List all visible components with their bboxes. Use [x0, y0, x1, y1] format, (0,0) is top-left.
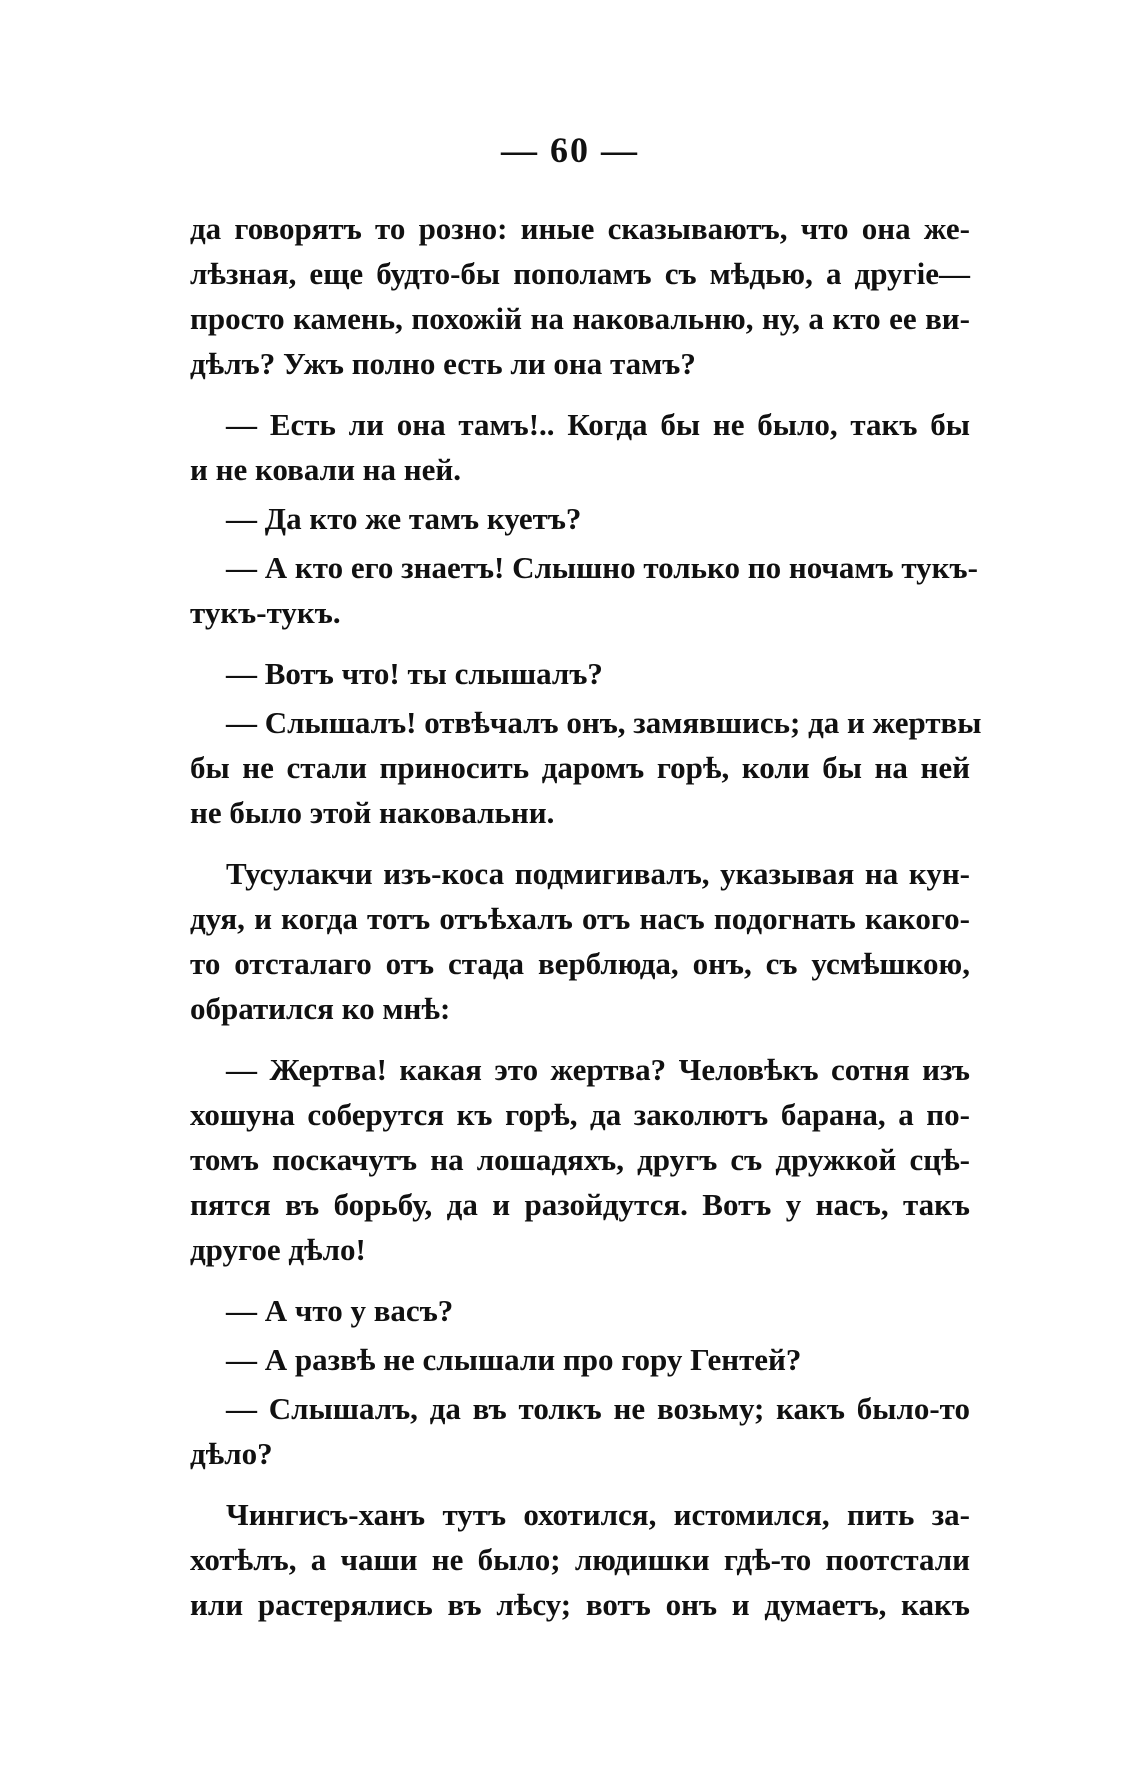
text-line: не было этой наковальни.	[190, 795, 555, 830]
page-body	[190, 206, 982, 1627]
text-line: да говорятъ то розно: иные сказываютъ, что она же-	[190, 211, 970, 246]
text-line: дѣлъ? Ужъ полно есть ли она тамъ?	[190, 346, 696, 381]
text-line: то отсталаго отъ стада верблюда, онъ, съ усмѣшкою,	[190, 946, 970, 981]
text-line: — Да кто же тамъ куетъ?	[226, 501, 582, 536]
text-line: Чингисъ-ханъ тутъ охотился, истомился, пить за-	[226, 1497, 970, 1532]
text-line: — Слышалъ! отвѣчалъ онъ, замявшись; да и жертвы	[226, 705, 982, 740]
paragraph	[190, 1492, 970, 1627]
dialogue-paragraph	[190, 1047, 970, 1272]
text-line: или растерялись въ лѣсу; вотъ онъ и думаетъ, какъ	[190, 1587, 970, 1622]
text-line: — А что у васъ?	[226, 1293, 454, 1328]
text-line: хошуна соберутся къ горѣ, да заколютъ барана, а по-	[190, 1097, 970, 1132]
dialogue-paragraph	[190, 700, 982, 835]
text-line: дѣло?	[190, 1436, 273, 1471]
dialogue-paragraph	[190, 1288, 970, 1333]
text-line: обратился ко мнѣ:	[190, 991, 451, 1026]
text-line: — Слышалъ, да въ толкъ не возьму; какъ было-то	[226, 1391, 970, 1426]
dialogue-paragraph	[190, 402, 970, 492]
page-number: — 60 —	[501, 130, 639, 170]
text-line: другое дѣло!	[190, 1232, 366, 1267]
text-line: — Вотъ что! ты слышалъ?	[226, 656, 603, 691]
text-line: дуя, и когда тотъ отъѣхалъ отъ насъ подогнать какого-	[190, 901, 970, 936]
paragraph	[190, 206, 970, 386]
text-line: — А кто его знаетъ! Слышно только по ночамъ тукъ-	[226, 550, 978, 585]
text-line: хотѣлъ, а чаши не было; людишки гдѣ-то поотстали	[190, 1542, 970, 1577]
dialogue-paragraph	[190, 1337, 970, 1382]
text-line: и не ковали на ней.	[190, 452, 462, 487]
text-line: просто камень, похожій на наковальню, ну, а кто ее ви-	[190, 301, 970, 336]
text-line: бы не стали приносить даромъ горѣ, коли бы на ней	[190, 750, 970, 785]
text-line: — А развѣ не слышали про гору Гентей?	[226, 1342, 802, 1377]
dialogue-paragraph	[190, 1386, 970, 1476]
text-line: лѣзная, еще будто-бы пополамъ съ мѣдью, а другіе—	[190, 256, 970, 291]
dialogue-paragraph	[190, 651, 970, 696]
text-line: томъ поскачутъ на лошадяхъ, другъ съ дружкой сцѣ-	[190, 1142, 970, 1177]
text-line: тукъ-тукъ.	[190, 595, 341, 630]
text-line: пятся въ борьбу, да и разойдутся. Вотъ у насъ, такъ	[190, 1187, 970, 1222]
dialogue-paragraph	[190, 496, 970, 541]
text-line: Тусулакчи изъ-коса подмигивалъ, указывая на кун-	[226, 856, 970, 891]
text-line: — Жертва! какая это жертва? Человѣкъ сотня изъ	[226, 1052, 970, 1087]
paragraph	[190, 851, 970, 1031]
text-line: — Есть ли она тамъ!.. Когда бы не было, такъ бы	[226, 407, 970, 442]
dialogue-paragraph	[190, 545, 978, 635]
